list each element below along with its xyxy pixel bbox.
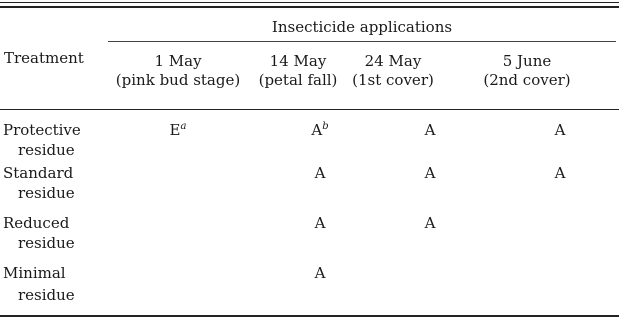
row-label-line1: Reduced	[3, 214, 70, 232]
column-header-4	[438, 52, 616, 90]
table-cell: $E^a$	[169, 121, 187, 139]
top-rule-double	[0, 6, 619, 8]
column-stage: (pink bud stage)	[115, 71, 241, 89]
column-stage: (2nd cover)	[483, 71, 571, 89]
table-cell: A	[424, 214, 436, 232]
column-stage: (1st cover)	[352, 71, 434, 89]
header-rule	[0, 109, 619, 110]
row-label-line1: Minimal	[3, 264, 66, 282]
table-cell: A	[314, 164, 326, 182]
table-cell: $A^b$	[311, 121, 329, 139]
group-header: Insecticide applications	[271, 18, 453, 36]
column-date: 24 May	[364, 52, 422, 70]
column-stage: (petal fall)	[258, 71, 338, 89]
table-cell: A	[554, 164, 566, 182]
row-label-line2: residue	[18, 184, 75, 202]
column-date: 14 May	[269, 52, 327, 70]
row-label-line2: residue	[18, 234, 75, 252]
table-cell: A	[424, 164, 436, 182]
column-date: 5 June	[502, 52, 552, 70]
column-header-2	[248, 52, 348, 90]
column-header-1	[108, 52, 248, 90]
row-label-line2: residue	[18, 286, 75, 304]
row-label-line2: residue	[18, 141, 75, 159]
treatment-header: Treatment	[4, 49, 84, 67]
row-label-line1: Standard	[3, 164, 74, 182]
table-cell: A	[314, 264, 326, 282]
group-header-rule	[108, 41, 616, 42]
column-date: 1 May	[154, 52, 202, 70]
column-header-3	[348, 52, 438, 90]
top-rule	[0, 2, 619, 3]
table-cell: A	[424, 121, 436, 139]
table-cell: A	[314, 214, 326, 232]
table-cell: A	[554, 121, 566, 139]
row-label-line1: Protective	[3, 121, 81, 139]
